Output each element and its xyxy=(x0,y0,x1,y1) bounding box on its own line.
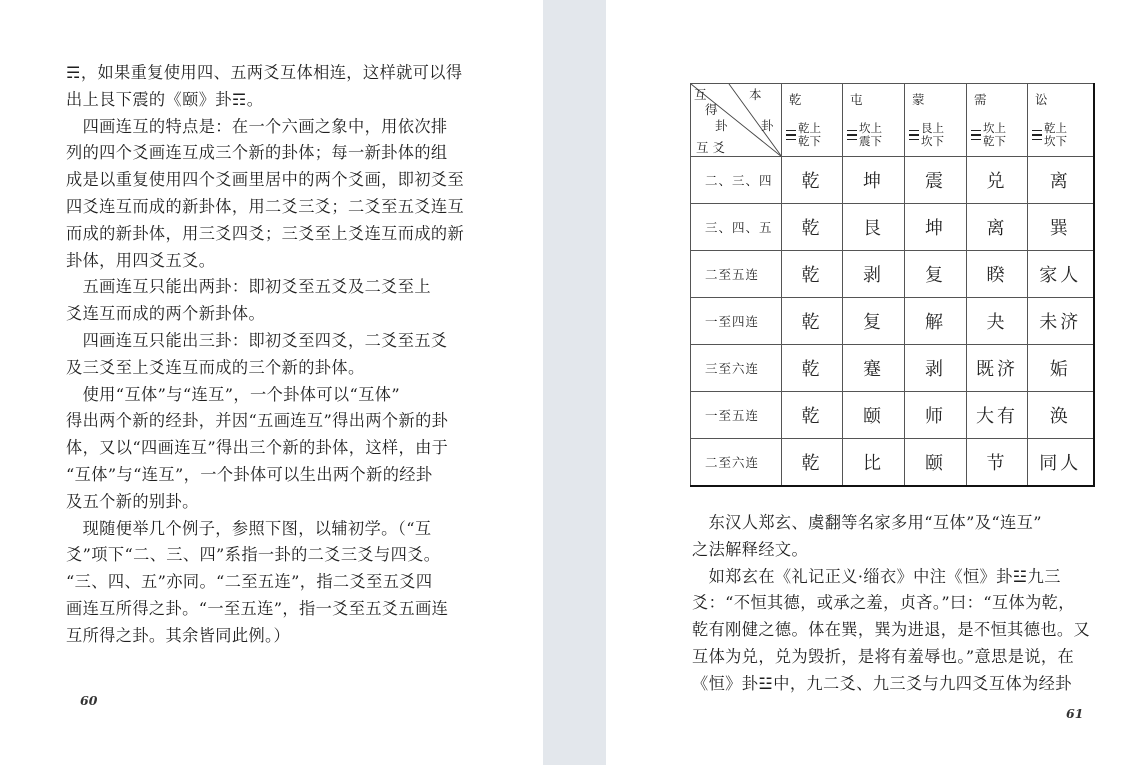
text-line: 使用“互体”与“连互”，一个卦体可以“互体” xyxy=(66,384,401,404)
table-cell: 离 xyxy=(1028,157,1094,204)
text-line: 爻：“不恒其德，或承之羞，贞吝。”曰：“互体为乾， xyxy=(692,593,1075,613)
text-line: ☴，如果重复使用四、五两爻互体相连，这样就可以得 xyxy=(66,63,463,82)
text-line: 爻”项下“二、三、四”系指一卦的二爻三爻与四爻。 xyxy=(66,545,441,565)
corner-label: 卦 xyxy=(761,118,774,133)
table-cell: 比 xyxy=(843,439,905,486)
trigram-icon xyxy=(1032,128,1042,142)
table-cell: 乾 xyxy=(782,251,843,298)
column-header xyxy=(782,84,843,157)
corner-label: 得 xyxy=(705,102,718,117)
text-line: 而成的新卦体，用三爻四爻；三爻至上爻连互而成的新 xyxy=(66,223,465,243)
table-cell: 既济 xyxy=(967,345,1028,392)
row-label: 二至五连 xyxy=(691,251,782,298)
table-cell: 师 xyxy=(905,392,967,439)
lower-trigram: 坎下 xyxy=(1044,134,1067,148)
table-cell: 同人 xyxy=(1028,439,1094,486)
table-cell: 复 xyxy=(843,298,905,345)
table-cell: 未济 xyxy=(1028,298,1094,345)
text-line: 互体为兑，兑为毁折，是将有羞辱也。”意思是说，在 xyxy=(692,646,1075,666)
lower-trigram: 坎下 xyxy=(921,134,944,148)
text-line: 及五个新的别卦。 xyxy=(66,491,199,511)
text-line: 东汉人郑玄、虞翻等名家多用“互体”及“连互” xyxy=(692,513,1042,532)
left-page xyxy=(0,0,543,765)
hexagram-name: 乾 xyxy=(789,92,802,107)
text-line: 列的四个爻画连互成三个新的卦体；每一新卦体的组 xyxy=(66,143,448,163)
lower-trigram: 震下 xyxy=(859,134,882,148)
table-cell: 涣 xyxy=(1028,392,1094,439)
table-cell: 剥 xyxy=(905,345,967,392)
table-cell: 乾 xyxy=(782,157,843,204)
row-label: 二、三、四 xyxy=(691,157,782,204)
text-line: 乾有刚健之德。体在巽，巽为进退，是不恒其德也。又 xyxy=(692,620,1091,640)
viewer-gutter xyxy=(543,0,606,765)
hexagram-name: 需 xyxy=(974,92,987,107)
upper-trigram: 乾上 xyxy=(1044,121,1067,135)
table-row xyxy=(691,157,1094,204)
text-line: 得出两个新的经卦，并因“五画连互”得出两个新的卦 xyxy=(66,411,449,431)
page-number-right: 61 xyxy=(1066,706,1084,721)
hexagram-name: 蒙 xyxy=(912,92,925,107)
table-cell: 震 xyxy=(905,157,967,204)
upper-trigram: 艮上 xyxy=(921,121,944,135)
trigram-icon xyxy=(847,128,857,142)
text-line: 互所得之卦。其余皆同此例。） xyxy=(66,625,291,645)
text-line: 画连互所得之卦。“一至五连”，指一爻至五爻五画连 xyxy=(66,598,449,618)
trigram-icon xyxy=(971,128,981,142)
corner-label: 互 爻 xyxy=(696,140,725,155)
column-header xyxy=(843,84,905,157)
row-label: 二至六连 xyxy=(691,439,782,486)
table-corner-cell xyxy=(691,84,782,157)
table-row xyxy=(691,345,1094,392)
table-cell: 颐 xyxy=(843,392,905,439)
row-label: 三、四、五 xyxy=(691,204,782,251)
text-line: 爻连互而成的两个新卦体。 xyxy=(66,304,266,324)
upper-trigram: 坎上 xyxy=(983,121,1006,135)
text-line: 体，又以“四画连互”得出三个新的卦体，这样，由于 xyxy=(66,438,449,458)
page-number-left: 60 xyxy=(80,693,98,708)
table-cell: 夬 xyxy=(967,298,1028,345)
table-cell: 家人 xyxy=(1028,251,1094,298)
corner-label: 互 xyxy=(694,87,707,102)
table-row xyxy=(691,439,1094,486)
text-line: 出上艮下震的《颐》卦☶。 xyxy=(66,89,264,109)
hexagram-name: 屯 xyxy=(850,92,863,107)
text-line: 四画连互的特点是：在一个六画之象中，用依次排 xyxy=(66,116,448,136)
right-page xyxy=(606,0,1147,765)
text-line: 四爻连互而成的新卦体，用二爻三爻；二爻至五爻连互 xyxy=(66,196,465,216)
trigram-icon xyxy=(909,128,919,142)
table-cell: 乾 xyxy=(782,345,843,392)
table-cell: 兑 xyxy=(967,157,1028,204)
table-row xyxy=(691,251,1094,298)
table-header-row xyxy=(691,84,1094,157)
table-cell: 乾 xyxy=(782,204,843,251)
left-page-text xyxy=(66,60,486,650)
row-label: 三至六连 xyxy=(691,345,782,392)
table-cell: 姤 xyxy=(1028,345,1094,392)
hexagram-name: 讼 xyxy=(1035,92,1048,107)
lower-trigram: 乾下 xyxy=(983,134,1006,148)
text-line: 卦体，用四爻五爻。 xyxy=(66,250,216,270)
text-line: 如郑玄在《礼记正义·缁衣》中注《恒》卦☳九三 xyxy=(692,566,1061,586)
table-cell: 艮 xyxy=(843,204,905,251)
table-cell: 坤 xyxy=(905,204,967,251)
corner-label: 卦 xyxy=(715,118,728,133)
text-line: 《恒》卦☳中，九二爻、九三爻与九四爻互体为经卦 xyxy=(692,673,1072,693)
table-row xyxy=(691,392,1094,439)
table-cell: 节 xyxy=(967,439,1028,486)
table-cell: 蹇 xyxy=(843,345,905,392)
table-cell: 大有 xyxy=(967,392,1028,439)
table-cell: 剥 xyxy=(843,251,905,298)
table-cell: 颐 xyxy=(905,439,967,486)
row-label: 一至五连 xyxy=(691,392,782,439)
corner-label: 本 xyxy=(749,87,762,102)
hexagram-table xyxy=(690,83,1095,487)
column-header xyxy=(1028,84,1094,157)
table-cell: 乾 xyxy=(782,392,843,439)
lower-trigram: 乾下 xyxy=(798,134,821,148)
text-line: 成是以重复使用四个爻画里居中的两个爻画，即初爻至 xyxy=(66,170,465,190)
column-header xyxy=(967,84,1028,157)
upper-trigram: 坎上 xyxy=(859,121,882,135)
text-line: 四画连互只能出三卦：即初爻至四爻，二爻至五爻 xyxy=(66,330,448,350)
table-cell: 乾 xyxy=(782,439,843,486)
table-cell: 复 xyxy=(905,251,967,298)
table-cell: 睽 xyxy=(967,251,1028,298)
right-page-text xyxy=(692,510,1112,698)
text-line: “互体”与“连互”，一个卦体可以生出两个新的经卦 xyxy=(66,464,433,484)
text-line: 及三爻至上爻连互而成的三个新的卦体。 xyxy=(66,357,365,377)
text-line: “三、四、五”亦同。“二至五连”，指二爻至五爻四 xyxy=(66,572,433,592)
text-line: 五画连互只能出两卦：即初爻至五爻及二爻至上 xyxy=(66,277,431,297)
text-line: 之法解释经文。 xyxy=(692,539,809,559)
table-cell: 坤 xyxy=(843,157,905,204)
table-cell: 乾 xyxy=(782,298,843,345)
row-label: 一至四连 xyxy=(691,298,782,345)
table-cell: 解 xyxy=(905,298,967,345)
table-row xyxy=(691,204,1094,251)
column-header xyxy=(905,84,967,157)
table-cell: 离 xyxy=(967,204,1028,251)
trigram-icon xyxy=(786,128,796,142)
text-line: 现随便举几个例子，参照下图，以辅初学。（“互 xyxy=(66,518,432,538)
upper-trigram: 乾上 xyxy=(798,121,821,135)
table-row xyxy=(691,298,1094,345)
table-cell: 巽 xyxy=(1028,204,1094,251)
